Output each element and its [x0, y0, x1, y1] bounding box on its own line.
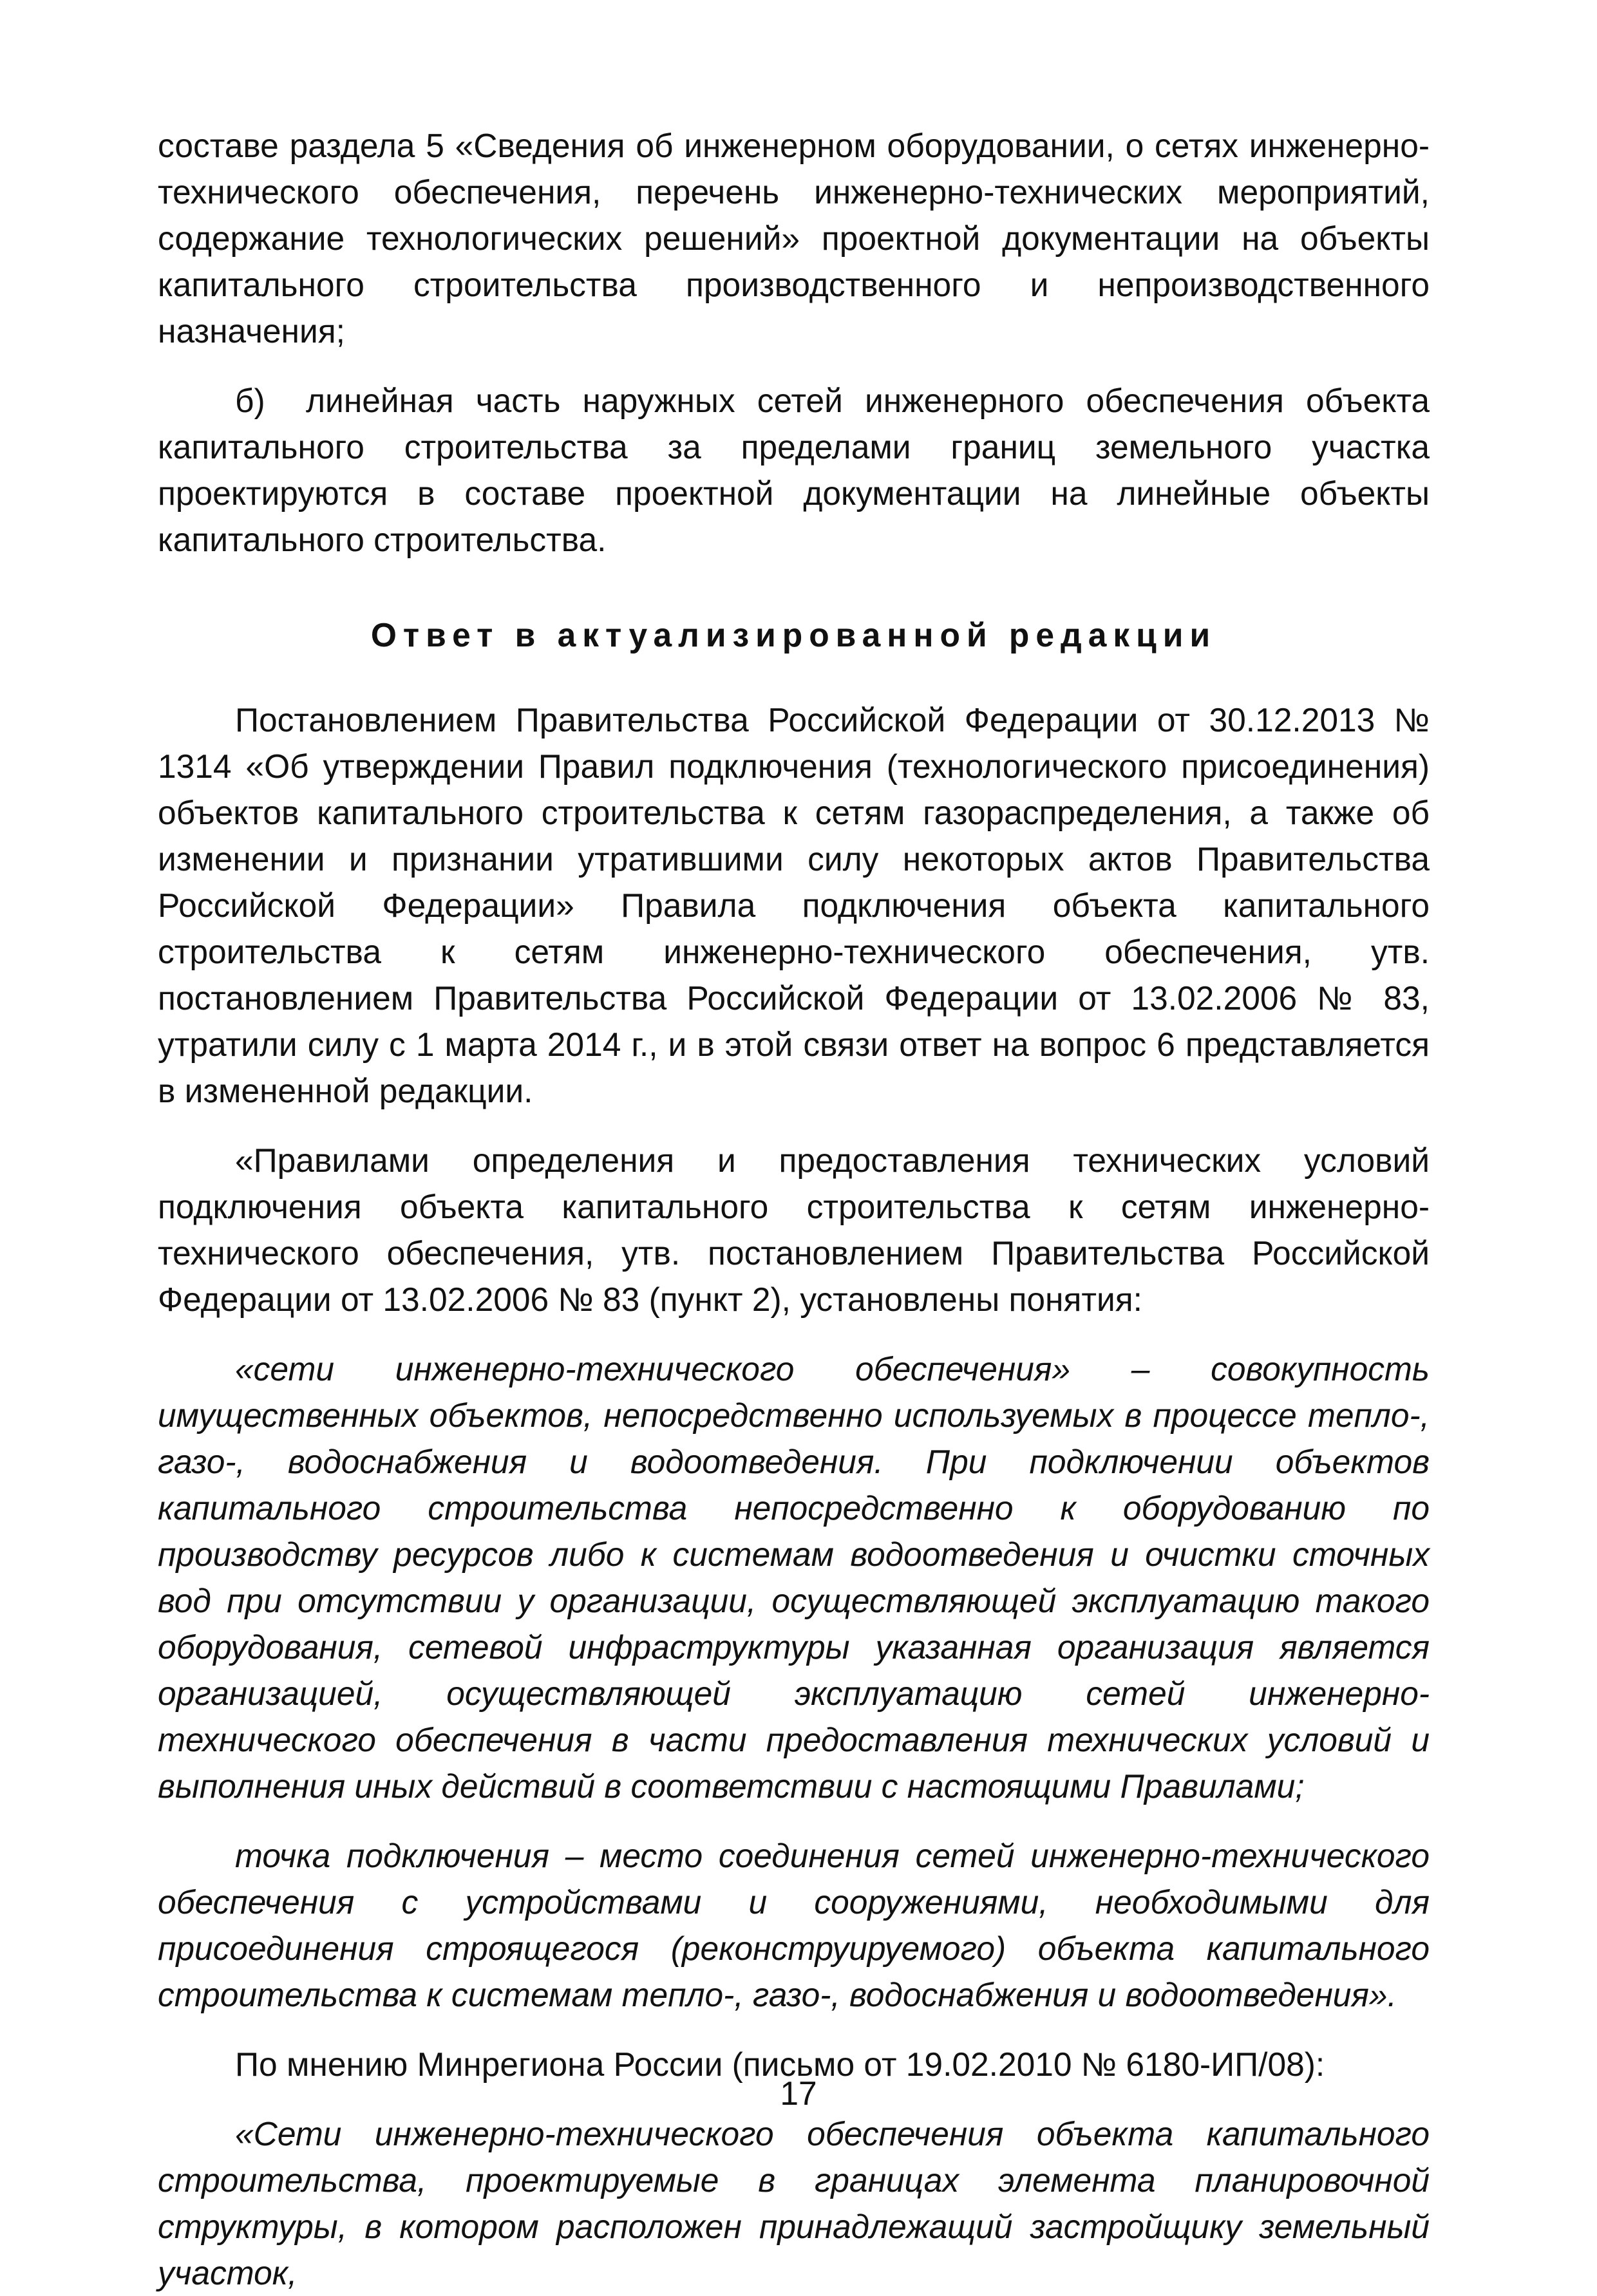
- list-item-b-marker: б): [235, 382, 265, 419]
- list-item-b-text: линейная часть наружных сетей инженерного обеспечения объекта капитального строительства за пределами границ земельного участка проектируются в составе проектной документации на линейные объекты капитального строительства.: [158, 382, 1430, 558]
- paragraph-resolution: Постановлением Правительства Российской Федерации от 30.12.2013 № 1314 «Об утверждении Правил подключения (технологического присоединения) объектов капитального строительства к сетям газораспределения, а также об изменении и признании утратившими силу некоторых актов Правительства Российской Федерации» Правила подключения объекта капитального строительства к сетям инженерно-технического обеспечения, утв. постановлением Правительства Российской Федерации от 13.02.2006 № 83, утратили силу с 1 марта 2014 г., и в этой связи ответ на вопрос 6 представляется в измененной редакции.: [158, 701, 1430, 1109]
- section-heading: Ответ в актуализированной редакции: [370, 616, 1217, 654]
- paragraph-minregion: По мнению Минрегиона России (письмо от 19.02.2010 № 6180-ИП/08):: [235, 2046, 1325, 2083]
- page-body: [158, 122, 1430, 2296]
- list-item-b: [158, 377, 1430, 563]
- paragraph-rules: «Правилами определения и предоставления технических условий подключения объекта капитального строительства к сетям инженерно-технического обеспечения, утв. постановлением Правительства Российской Федерации от 13.02.2006 № 83 (пункт 2), установлены понятия:: [158, 1142, 1430, 1318]
- paragraph-continuation: составе раздела 5 «Сведения об инженерном оборудовании, о сетях инженерно-технического обеспечения, перечень инженерно-технических мероприятий, содержание технологических решений» проектной документации на объекты капитального строительства производственного и непроизводственного назначения;: [158, 127, 1430, 350]
- page-number: 17: [780, 2075, 817, 2112]
- quote-connection-point-definition: точка подключения – место соединения сетей инженерно-технического обеспечения с устройствами и сооружениями, необходимыми для присоединения строящегося (реконструируемого) объекта капитального строительства к системам тепло-, газо-, водоснабжения и водоотведения».: [158, 1837, 1430, 2013]
- quote-minregion: «Сети инженерно-технического обеспечения объекта капитального строительства, проектируемые в границах элемента планировочной структуры, в котором расположен принадлежащий застройщику земельный участок,: [158, 2115, 1430, 2291]
- quote-networks-definition: «сети инженерно-технического обеспечения» – совокупность имущественных объектов, непосредственно используемых в процессе тепло-, газо-, водоснабжения и водоотведения. При подключении объектов капитального строительства непосредственно к оборудованию по производству ресурсов либо к системам водоотведения и очистки сточных вод при отсутствии у организации, осуществляющей эксплуатацию такого оборудования, сетевой инфраструктуры указанная организация является организацией, осуществляющей эксплуатацию сетей инженерно-технического обеспечения в части предоставления технических условий и выполнения иных действий в соответствии с настоящими Правилами;: [158, 1350, 1430, 1805]
